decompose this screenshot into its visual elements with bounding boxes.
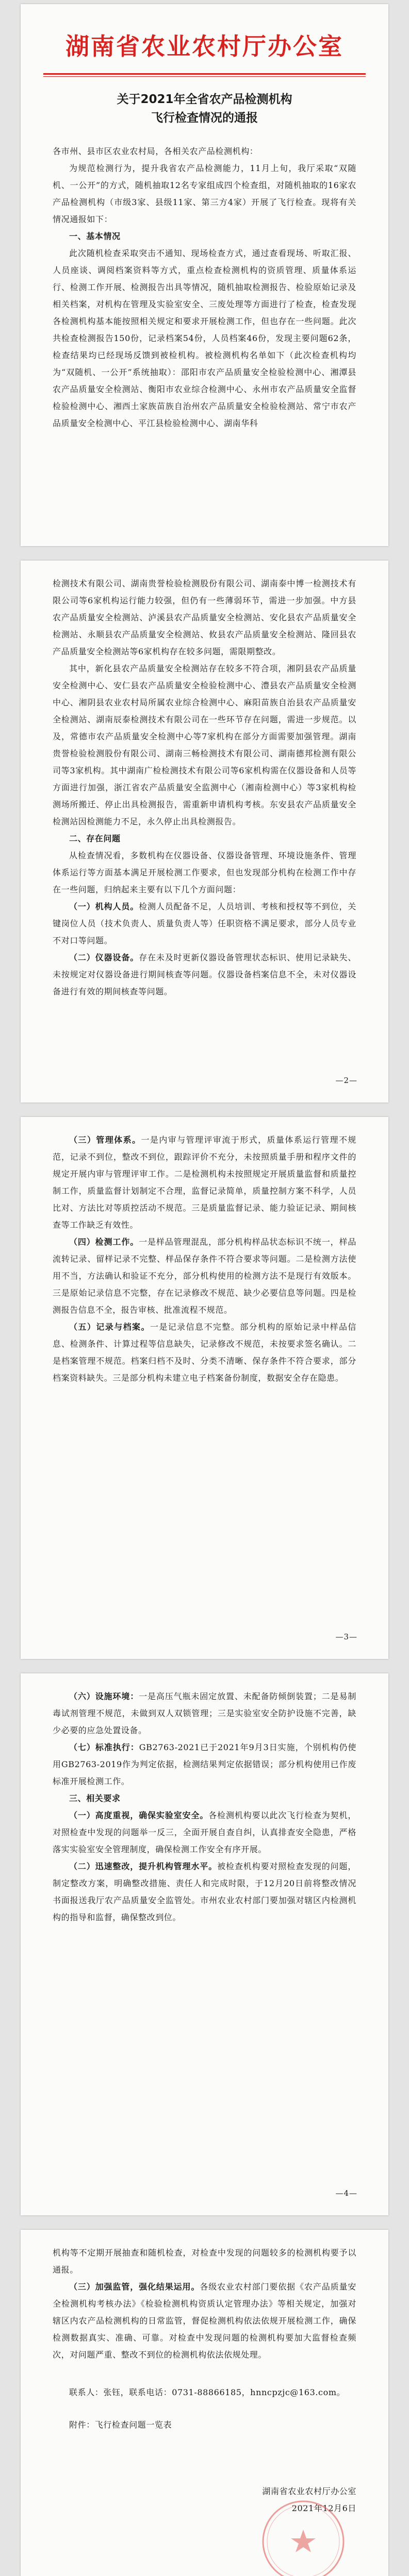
document-page-3 xyxy=(21,1117,388,1659)
document-page-4 xyxy=(21,1673,388,2215)
requirement-3-paragraph xyxy=(53,2278,356,2363)
section-1-paragraph: 此次随机检查采取突击不通知、现场检查方式，通过查看现场、听取汇报、人员座谈、调阅档案资料等方式，重点检查检测机构的资质管理、质量体系运行、检测工作开展、检测报告出具等情况，随机抽取检测报告、检验原始记录及相关档案，对机构在管理及实验室安全、三废处理等方面进行了检查，检查发现各检测机构基本能按照相关规定和要求开展检测工作，但也存在一些问题。此次共检查检测报告150份，记录档案54份，人员档案46份，发现主要问题62条，检查结果均已经现场反馈到被检机构。被检测机构名单如下（此次检查机构均为“双随机、一公开”系统抽取）：邵阳市农产品质量安全检验检测中心、湘潭县农产品质量安全检测站、衡阳市农业综合检测中心、永州市农产品质量安全监督检验检测中心、湘西土家族苗族自治州农产品质量安全检验检测站、常宁市农产品质量安全检测中心、平江县检验检测中心、湖南华科 xyxy=(53,248,356,428)
intro-paragraph: 为规范检测行为，提升我省农产品检测能力，11月上旬，我厅采取“双随机、一公开”的方式，随机抽取12名专家组成四个检查组，对随机抽取的16家农产品检测机构（市级3家、县级11家、第三方4家）开展了飞行检查。现将有关情况通报如下： xyxy=(53,163,356,224)
requirement-3-heading: （三）加强监管，强化结果运用。 xyxy=(69,2282,200,2292)
document-title-line-2: 飞行检查情况的通报 xyxy=(151,111,258,125)
issue-7-paragraph xyxy=(53,1739,356,1790)
page-number: —2— xyxy=(335,1076,357,1085)
header-red-rule xyxy=(43,73,366,75)
requirement-1-text: 各检测机构要以此次飞行检查为契机，对照检查中发现的问题举一反三，全面开展自查自纠，认真排查安全隐患，严格落实实验室安全管理制度，确保检测工作安全有序开展。 xyxy=(53,1810,356,1854)
document-title xyxy=(21,90,388,127)
issue-3-text: 一是内审与管理评审流于形式，质量体系运行管理不规范，记录不到位，整改不到位，跟踪评价不充分，未按照质量手册和程序文件的规定开展内审与管理评审工作。二是检测机构未按照规定开展质量监督和质量控制工作，质量监督计划制定不合理，监督记录简单，质量控制方案不科学，人员比对、方法比对等质控活动不规范。三是质量监督记录、能力验证记录、期间核查等工作缺乏有效性。 xyxy=(53,1135,356,1230)
issue-4-text: 一是样品管理混乱，部分机构样品状态标识不统一，样品流转记录、留样记录不完整、样品保存条件不符合要求等问题。二是检测方法使用不当，方法确认和验证不充分，部分机构使用的检测方法不是现行有效版本。三是原始记录信息不完整，存在记录修改不规范、缺少必要信息等问题。四是检测报告信息不全，报告审核、批准流程不规范。 xyxy=(53,1237,356,1315)
document-page-1 xyxy=(21,4,388,546)
issue-6-paragraph xyxy=(53,1688,356,1739)
document-page-2 xyxy=(21,561,388,1103)
issue-7-text: GB2763-2021已于2021年9月3日实施，个别机构仍使用GB2763-2019作为判定依据，检测结果判定依据错误；部分机构使用已作废标准开展检测工作。 xyxy=(53,1742,357,1786)
section-1-paragraph-2: 其中，新化县农产品质量安全检测站存在较多不符合项，湘阴县农产品质量安全检测中心、安仁县农产品质量安全检验检测中心、澧县农产品质量安全检测中心、湘阴县农业农村局所属农业综合检测中心、麻阳苗族自治县农产品质量安全检测站、湖南辰泰检测技术有限公司在一些环节存在问题，需进一步规范。以及，常德市农产品质量安全检测中心等7家机构在部分方面需要加强管理。湖南贵誉检验检测股份有限公司、湖南三畅检测技术有限公司、湖南德邦检测有限公司等3家机构。其中湖南广检检测技术有限公司等6家机构需在仪器设备和人员等方面进行加强，浙江省农产品质量安全监测中心（湘南检测中心）等3家机构检测场所搬迁、停止出具检测报告，需重新申请机构考核。东安县农产品质量安全检测站因检测能力不足，永久停止出具检测报告。 xyxy=(53,664,356,826)
issue-3-heading: （三）管理体系。 xyxy=(69,1135,141,1145)
document-title-line-1: 关于2021年全省农产品检测机构 xyxy=(117,93,292,106)
issue-4-heading: （四）检测工作。 xyxy=(69,1237,139,1247)
document-page-5 xyxy=(21,2230,388,2576)
attachment-line: 附件：飞行检查问题一览表 xyxy=(69,2420,172,2430)
issue-1-heading: （一）机构人员。 xyxy=(69,902,139,911)
requirement-1-heading: （一）高度重视，确保实验室安全。 xyxy=(69,1810,209,1820)
requirement-3-text: 各级农业农村部门要依据《农产品质量安全检测机构考核办法》《检验检测机构资质认定管理办法》等相关规定，加强对辖区内农产品检测机构的日常监管，督促检测机构依法依规开展检测工作，确保检测数据真实、准确、可靠。对检查中发现问题的检测机构要加大监督检查频次，对问题严重、整改不到位的检测机构依法依规处理。 xyxy=(53,2282,356,2360)
issue-2-heading: （二）仪器设备。 xyxy=(69,953,139,962)
page-number: —3— xyxy=(335,1632,357,1641)
section-1-continued: 检测技术有限公司、湖南贵誉检验检测股份有限公司、湖南泰中博一检测技术有限公司等6家机构运行能力较强，但仍有一些薄弱环节，需进一步加强。中方县农产品质量安全检测站、泸溪县农产品质量安全检测站、安化县农产品质量安全检测站、永顺县农产品质量安全检测站、攸县农产品质量安全检测站、隆回县农产品质量安全检测站等6家机构存在较多问题，需限期整改。 xyxy=(53,579,356,656)
section-2-heading: 二、存在问题 xyxy=(69,834,121,843)
issue-7-heading: （七）标准执行： xyxy=(69,1742,139,1752)
issue-5-text: 一是记录信息不完整。部分机构的原始记录中样品信息、检测条件、计算过程等信息缺失，记录修改不规范，未按要求签名确认。二是档案管理不规范。档案归档不及时、分类不清晰、保存条件不符合要求，部分档案资料缺失。三是部分机构未建立电子档案备份制度，数据安全存在隐患。 xyxy=(53,1322,356,1383)
requirement-1-paragraph xyxy=(53,1807,356,1858)
document-header-title: 湖南省农业农村厅办公室 xyxy=(66,32,343,60)
header-red-rule-thin xyxy=(43,76,366,77)
issue-2-paragraph xyxy=(53,949,356,1000)
requirement-2-heading: （二）迅速整改，提升机构管理水平。 xyxy=(69,1861,218,1871)
signer-name: 湖南省农业农村厅办公室 xyxy=(262,2486,356,2496)
issue-5-paragraph xyxy=(53,1318,356,1386)
section-3-heading: 三、相关要求 xyxy=(69,1793,121,1803)
page-number: —4— xyxy=(335,2189,357,2198)
issue-5-heading: （五）记录与档案。 xyxy=(69,1322,150,1332)
issue-4-paragraph xyxy=(53,1233,356,1318)
issue-3-paragraph xyxy=(53,1131,356,1233)
issue-2-text: 存在未及时更新仪器设备管理状态标识、使用记录缺失、未按规定对仪器设备进行期间核查等问题。仪器设备档案信息不全，未对仪器设备进行有效的期间核查等问题。 xyxy=(53,953,356,996)
issue-1-paragraph xyxy=(53,898,356,949)
salutation: 各市州、县市区农业农村局，各相关农产品检测机构： xyxy=(53,146,258,156)
contact-line: 联系人：张钰，联系电话：0731-88866185，hnncpzjc@163.com。 xyxy=(69,2387,346,2397)
official-seal-stamp xyxy=(259,2498,347,2576)
issue-1-text: 检测人员配备不足，人员培训、考核和授权等不到位，关键岗位人员（技术负责人、质量负责人等）任职资格不满足要求，部分人员专业不对口等问题。 xyxy=(53,902,356,945)
signature-date: 2021年12月6日 xyxy=(291,2503,356,2513)
issue-6-text: 一是高压气瓶未固定放置、未配备防倾倒装置；二是易制毒试剂管理不规范，未做到双人双锁管理；三是实验室安全防护设施不完善，缺少必要的应急处置设备。 xyxy=(53,1691,356,1735)
section-1-heading: 一、基本情况 xyxy=(69,231,121,241)
section-2-intro: 从检查情况看，多数机构在仪器设备、仪器设备管理、环境设施条件、管理体系运行等方面基本满足开展检测工作要求，但也发现部分机构在检测工作中存在一些问题，归纳起来主要有以下几个方面问题： xyxy=(53,851,356,894)
requirement-2-continued: 机构等不定期开展抽查和随机检查，对检查中发现的问题较多的检测机构要予以通报。 xyxy=(53,2248,356,2275)
requirement-2-text: 被检查机构要对照检查发现的问题，制定整改方案，明确整改措施、责任人和完成时限，于12月20日前将整改情况书面报送我厅农产品质量安全监管处。市州农业农村部门要加强对辖区内检测机构的指导和监督，确保整改到位。 xyxy=(53,1861,357,1922)
issue-6-heading: （六）设施环境： xyxy=(69,1691,139,1701)
requirement-2-paragraph xyxy=(53,1858,356,1926)
